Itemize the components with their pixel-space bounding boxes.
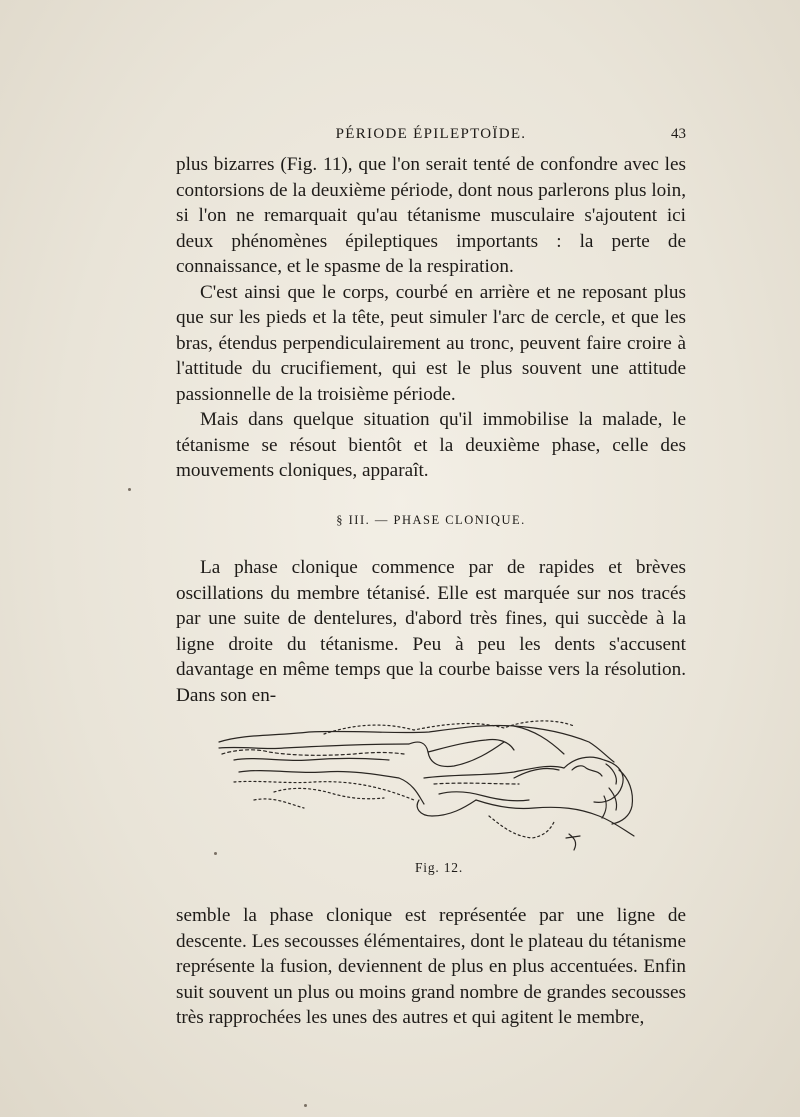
paper-speck <box>304 1104 307 1107</box>
paragraph: Mais dans quelque situation qu'il immobilise la malade, le tétanisme se résout bientôt et la deuxième phase, celle des mouvements cloniques, apparaît. <box>176 409 686 481</box>
running-title: PÉRIODE ÉPILEPTOÏDE. <box>335 126 527 142</box>
running-head <box>176 126 686 146</box>
paragraph: semble la phase clonique est représentée par une ligne de descente. Les secousses élémentaires, dont le plateau du tétanisme représente la fusion, deviennent de plus en plus accentuées. Enfin suit souvent un plus ou moins grand nombre de grandes secousses très rapprochées les unes des autres et qui agitent le membre, <box>176 905 686 1028</box>
paper-speck <box>128 488 131 491</box>
body-text-middle <box>176 555 686 708</box>
paper-speck <box>214 852 217 855</box>
paragraph: La phase clonique commence par de rapides et brèves oscillations du membre tétanisé. Elle est marquée sur nos tracés par une suite de dentelures, d'abord très fines, qui succède à la ligne droite du tétanisme. Peu à peu les dents s'accusent davantage en même temps que la courbe baisse vers la résolution. Dans son en- <box>176 557 686 706</box>
figure-drawing <box>214 712 664 857</box>
figure-12 <box>214 712 664 875</box>
body-text-top <box>176 152 686 484</box>
paragraph: plus bizarres (Fig. 11), que l'on serait tenté de confondre avec les contorsions de la deuxième période, dont nous parlerons plus loin, si l'on ne remarquait qu'au tétanisme musculaire s'ajoutent ici deux phénomènes épileptiques importants : la perte de connaissance, et le spasme de la respiration. <box>176 154 686 277</box>
body-text-bottom <box>176 903 686 1031</box>
paragraph: C'est ainsi que le corps, courbé en arrière et ne reposant plus que sur les pieds et la tête, peut simuler l'arc de cercle, et que les bras, étendus perpendiculairement au tronc, peuvent faire croire à l'attitude du crucifiement, qui est le plus souvent une attitude passionnelle de la troisième période. <box>176 281 686 405</box>
figure-caption: Fig. 12. <box>414 860 464 875</box>
section-heading: § III. — PHASE CLONIQUE. <box>336 513 526 527</box>
page-number: 43 <box>671 126 686 142</box>
